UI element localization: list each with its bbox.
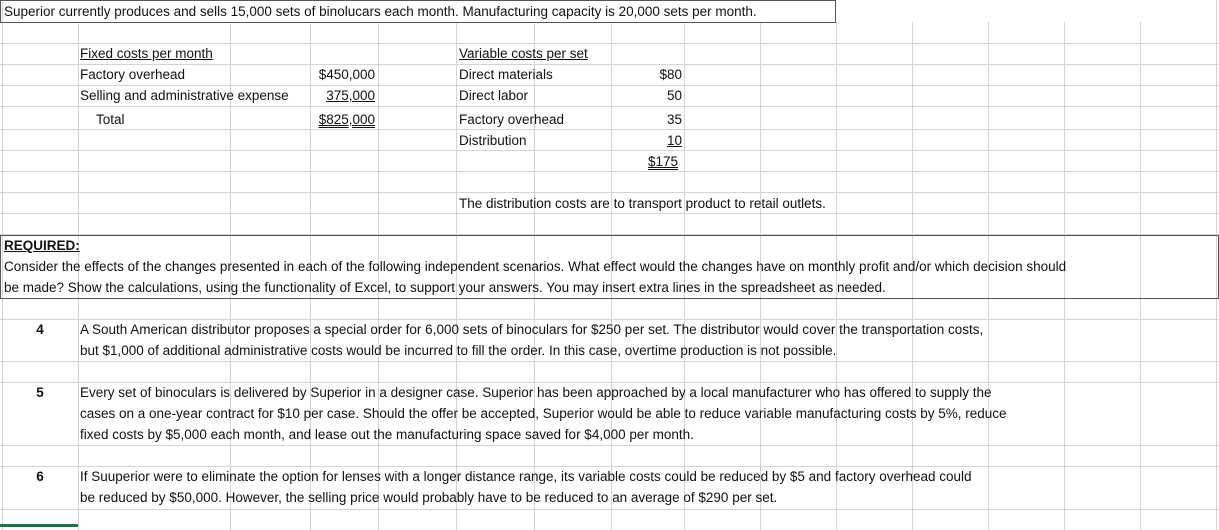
scenario-number: 5 — [36, 385, 44, 400]
selected-cell-indicator[interactable] — [0, 524, 78, 527]
fixed-cost-label: Selling and administrative expense — [80, 88, 289, 103]
fixed-cost-label: Factory overhead — [80, 67, 186, 82]
fixed-cost-value: $450,000 — [318, 67, 375, 82]
variable-cost-label: Distribution — [459, 133, 527, 148]
required-heading: REQUIRED: — [4, 238, 80, 253]
scenario-text-line: be reduced by $50,000. However, the selling price would probably have to be reduced to an average of $290 per set. — [80, 490, 778, 505]
fixed-total-value: $825,000 — [318, 112, 375, 127]
scenario-number: 6 — [36, 469, 44, 484]
required-text-line: be made? Show the calculations, using the functionality of Excel, to support your answers. You may insert extra lines in the spreadsheet as needed. — [4, 280, 886, 295]
scenario-text-line: fixed costs by $5,000 each month, and lease out the manufacturing space saved for $4,000 per month. — [80, 427, 694, 442]
fixed-cost-value: 375,000 — [326, 88, 375, 103]
variable-cost-value: 10 — [666, 133, 682, 148]
variable-total-value: $175 — [647, 154, 678, 169]
variable-cost-value: 50 — [666, 88, 682, 103]
variable-costs-header: Variable costs per set — [459, 46, 588, 61]
intro-text: Superior currently produces and sells 15,000 sets of binolucars each month. Manufacturing capacity is 20,000 sets per month. — [4, 4, 757, 19]
scenario-text-line: cases on a one-year contract for $10 per case. Should the offer be accepted, Superior would be able to reduce variable manufacturing costs by 5%, reduce — [80, 406, 1007, 421]
variable-cost-value: $80 — [659, 67, 682, 82]
variable-cost-label: Direct labor — [459, 88, 529, 103]
required-text-line: Consider the effects of the changes presented in each of the following independent scenarios. What effect would the changes have on monthly profit and/or which decision should — [4, 259, 1067, 274]
fixed-costs-header: Fixed costs per month — [80, 46, 213, 61]
variable-cost-label: Direct materials — [459, 67, 553, 82]
fixed-total-label: Total — [96, 112, 125, 127]
distribution-note: The distribution costs are to transport product to retail outlets. — [459, 196, 826, 211]
scenario-number: 4 — [36, 322, 44, 337]
scenario-text-line: If Suuperior were to eliminate the option for lenses with a longer distance range, its variable costs could be reduced by $5 and factory overhead could — [80, 469, 972, 484]
variable-cost-label: Factory overhead — [459, 112, 565, 127]
scenario-text-line: but $1,000 of additional administrative costs would be incurred to fill the order. In this case, overtime production is not possible. — [80, 343, 837, 358]
scenario-text-line: Every set of binoculars is delivered by Superior in a designer case. Superior has been approached by a local manufacturer who has offered to supply the — [80, 385, 992, 400]
variable-cost-value: 35 — [666, 112, 682, 127]
scenario-text-line: A South American distributor proposes a special order for 6,000 sets of binoculars for $250 per set. The distributor would cover the transportation costs, — [80, 322, 984, 337]
